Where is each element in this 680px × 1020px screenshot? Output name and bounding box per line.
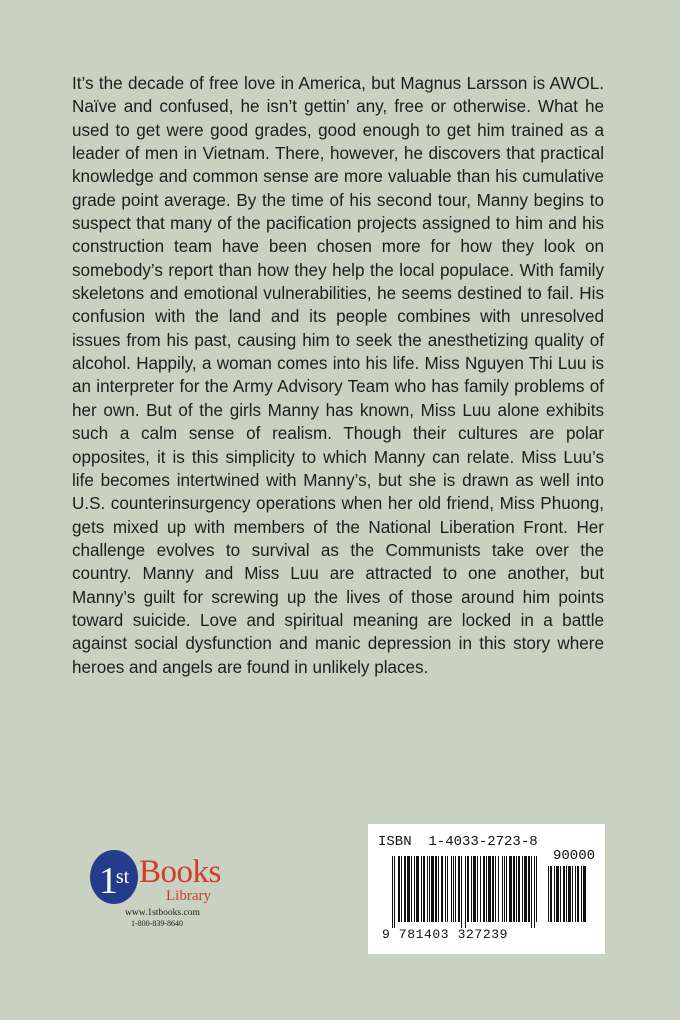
addon-barcode bbox=[548, 866, 594, 922]
barcode-bar bbox=[392, 856, 393, 928]
barcode-bar bbox=[495, 856, 496, 922]
barcode-bar bbox=[581, 866, 582, 922]
barcode-bar bbox=[566, 866, 567, 922]
barcode-bar bbox=[416, 856, 419, 922]
barcode-bar bbox=[509, 856, 512, 922]
barcode-bar bbox=[483, 856, 485, 922]
barcode-bar bbox=[502, 856, 503, 922]
barcode-bar bbox=[516, 856, 517, 922]
back-cover-blurb: It’s the decade of free love in America, but Magnus Larsson is AWOL. Naïve and confused, he isn’t gettin’ any, free or otherwise. What he used to get were good grades, good enough to get him trained as a leader of men in Vietnam. There, however, he discovers that practical knowledge and common sense are more valuable than his cumulative grade point average. By the time of his second tour, Manny begins to suspect that many of the pacification projects assigned to him and his construction team have been chosen more for how they look on somebody’s report than how they help the local populace. With family skeletons and emotional vulnerabilities, he seems destined to fail. His confusion with the land and its people combines with unresolved issues from his past, causing him to seek the anesthetizing quality of alcohol. Happily, a woman comes into his life. Miss Nguyen Thi Luu is an interpreter for the Army Advisory Team who has family problems of her own. But of the girls Manny has known, Miss Luu alone exhibits such a calm sense of realism. Though their cultures are polar opposites, it is this simplicity to which Manny can relate. Miss Luu’s life becomes intertwined with Manny’s, but she is drawn as well into U.S. counterinsurgency operations when her old friend, Miss Phuong, gets mixed up with members of the National Liberation Front. Her challenge evolves to survival as the Communists take over the country. Manny and Miss Luu are attracted to one another, but Manny’s guilt for screwing up the lives of those around him points toward suicide. Love and spiritual meaning are locked in a battle against social dysfunction and manic depression in this story where heroes and angels are found in unlikely places. bbox=[72, 74, 604, 677]
barcode-bar bbox=[528, 856, 530, 922]
barcode-bar bbox=[486, 856, 487, 922]
barcode-bar bbox=[455, 856, 456, 922]
barcode-bar bbox=[506, 856, 507, 922]
barcode-bar bbox=[583, 866, 586, 922]
barcode-bar bbox=[498, 856, 499, 922]
barcode-bar bbox=[550, 866, 552, 922]
barcode-bar bbox=[554, 866, 555, 922]
barcode-bar bbox=[407, 856, 410, 922]
barcode-bar bbox=[435, 856, 437, 922]
barcode-bar bbox=[451, 856, 452, 922]
barcode-bar bbox=[513, 856, 515, 922]
barcode-bar bbox=[536, 856, 537, 922]
barcode-bar bbox=[572, 866, 573, 922]
barcode-bar bbox=[488, 856, 491, 922]
barcode-bar bbox=[473, 856, 476, 922]
barcode-bar bbox=[429, 856, 430, 922]
barcode-bar bbox=[556, 866, 559, 922]
barcode-bar bbox=[548, 866, 549, 922]
barcode-bar bbox=[575, 866, 576, 922]
barcode-bar bbox=[445, 856, 446, 922]
publisher-phone: 1-800-839-8640 bbox=[131, 919, 183, 928]
publisher-website: www.1stbooks.com bbox=[125, 908, 200, 918]
price-addon-code: 90000 bbox=[552, 848, 595, 864]
barcode-bar bbox=[504, 856, 505, 922]
barcode-bar bbox=[518, 856, 520, 922]
barcode-bar bbox=[560, 866, 561, 922]
barcode-bar bbox=[568, 866, 571, 922]
barcode-panel bbox=[368, 824, 605, 954]
barcode-bar bbox=[524, 856, 527, 922]
barcode-bar bbox=[438, 856, 439, 922]
logo-emblem bbox=[90, 850, 138, 904]
logo-books-wordmark: Books bbox=[139, 854, 221, 890]
publisher-logo bbox=[90, 846, 240, 936]
barcode-bar bbox=[534, 856, 535, 928]
barcode-bar bbox=[421, 856, 422, 922]
barcode-bar bbox=[465, 856, 466, 928]
barcode-bar bbox=[522, 856, 523, 922]
ean-barcode bbox=[392, 856, 544, 928]
barcode-bar bbox=[453, 856, 454, 922]
barcode-bar bbox=[471, 856, 472, 922]
barcode-bar bbox=[401, 856, 402, 922]
barcode-bar bbox=[577, 866, 579, 922]
isbn-number: ISBN 1-4033-2723-8 bbox=[378, 834, 538, 850]
barcode-bar bbox=[477, 856, 478, 922]
barcode-bar bbox=[441, 856, 443, 922]
barcode-bar bbox=[414, 856, 415, 922]
barcode-bar bbox=[563, 866, 565, 922]
barcode-bar bbox=[431, 856, 434, 922]
barcode-bar bbox=[492, 856, 494, 922]
barcode-bar bbox=[480, 856, 481, 922]
barcode-bar bbox=[427, 856, 428, 922]
barcode-bar bbox=[404, 856, 406, 922]
barcode-bar bbox=[531, 856, 532, 928]
barcode-bar bbox=[411, 856, 412, 922]
barcode-bar bbox=[458, 856, 460, 922]
logo-number: 1 bbox=[98, 860, 116, 902]
barcode-bar bbox=[394, 856, 395, 928]
barcode-bar bbox=[423, 856, 425, 922]
barcode-bar bbox=[467, 856, 469, 922]
barcode-bar bbox=[461, 856, 462, 928]
logo-library-wordmark: Library bbox=[166, 888, 211, 904]
logo-suffix: st bbox=[115, 866, 130, 888]
ean-digits: 9 781403 327239 bbox=[382, 927, 509, 942]
barcode-bar bbox=[398, 856, 400, 922]
barcode-bar bbox=[447, 856, 448, 922]
